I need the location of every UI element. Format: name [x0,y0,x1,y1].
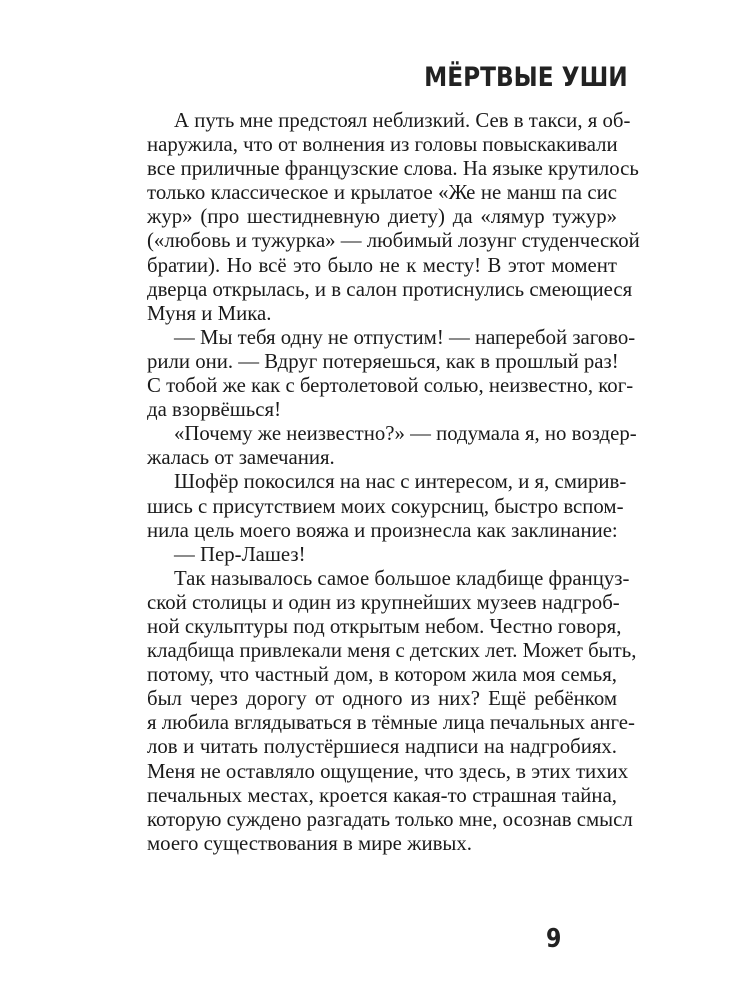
paragraph [147,470,627,542]
paragraph [147,325,636,422]
text-line: моего существования в мире живых. [147,831,472,855]
text-line: жалась от замечания. [147,446,335,470]
text-line: все приличные французские слова. На языке крутилось [147,157,639,181]
text-line: дверца открылась, и в салон протиснулись смеющиеся [147,277,633,301]
text-line: я любила вглядываться в тёмные лица печальных анге- [147,711,635,735]
text-line: лов и читать полустёршиеся надписи на надгробиях. [147,735,617,759]
paragraph [147,566,637,856]
text-line: («любовь и тужурка» — любимый лозунг студенческой [147,229,640,253]
text-line: только классическое и крылатое «Же не манш па сис [147,181,617,205]
text-line: Меня не оставляло ощущение, что здесь, в этих тихих [147,759,629,783]
running-head-title: МЁРТВЫЕ УШИ [424,62,628,93]
text-line: Шофёр покосился на нас с интересом, и я, смирив- [174,470,627,494]
text-line: С тобой же как с бертолетовой солью, неизвестно, ког- [147,374,634,398]
paragraph [147,422,637,470]
text-line: Муня и Мика. [147,301,272,325]
text-line: шись с присутствием моих сокурсниц, быстро вспом- [147,494,624,518]
text-line: «Почему же неизвестно?» — подумала я, но воздер- [174,422,637,446]
text-line: которую суждено разгадать только мне, осознав смысл [147,807,633,831]
text-line: — Мы тебя одну не отпустим! — наперебой загово- [174,325,636,349]
text-line: братии). Но всё это было не к месту! В этот момент [147,253,617,277]
body-text [147,109,640,856]
text-line: печальных местах, кроется какая-то страшная тайна, [147,783,617,807]
text-line: Так называлось самое большое кладбище француз- [174,566,630,590]
text-line: да взорвёшься! [147,398,281,422]
text-line: — Пер-Лашез! [174,542,306,566]
text-line: жур» (про шестидневную диету) да «лямур тужур» [147,205,617,229]
paragraph [147,543,617,567]
text-line: был через дорогу от одного из них? Ещё ребёнком [147,687,617,711]
text-line: рили они. — Вдруг потеряешься, как в прошлый раз! [147,349,619,373]
paragraph [147,109,640,326]
text-line: нила цель моего вояжа и произнесла как заклинание: [147,518,618,542]
text-line: кладбища привлекали меня с детских лет. Может быть, [147,639,637,663]
text-line: наружила, что от волнения из головы повыскакивали [147,133,618,157]
page-number: 9 [546,924,562,954]
text-line: А путь мне предстоял неблизкий. Сев в такси, я об- [174,109,631,132]
text-line: ской столицы и один из крупнейших музеев надгроб- [147,590,620,614]
text-line: ной скульптуры под открытым небом. Честно говоря, [147,614,622,638]
text-line: потому, что частный дом, в котором жила моя семья, [147,663,617,687]
